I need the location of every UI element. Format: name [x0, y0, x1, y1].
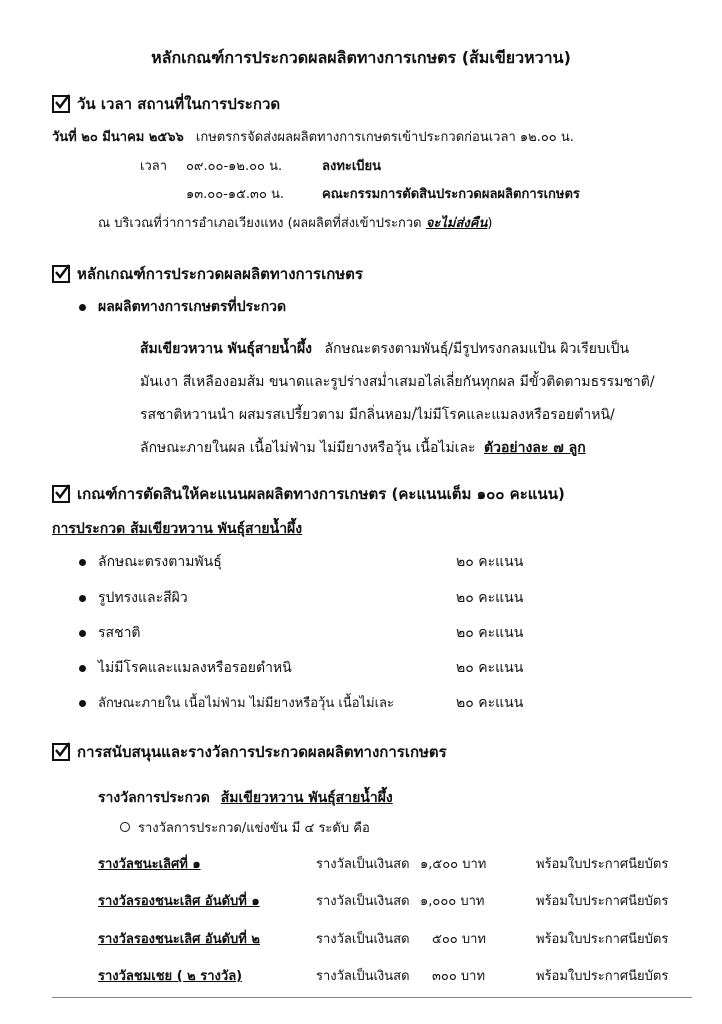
bullet-icon: [79, 630, 86, 637]
bullet-icon: [79, 559, 86, 566]
award-amount: ๕๐๐ บาท: [432, 932, 486, 947]
bottom-divider: [52, 997, 692, 998]
criteria-score: ๒๐ คะแนน: [456, 660, 524, 676]
product-bullet: ผลผลิตทางการเกษตรที่ประกวด: [98, 299, 287, 315]
place-close: ): [487, 216, 493, 231]
time-label: เวลา: [140, 159, 168, 174]
award-extra: พร้อมใบประกาศนียบัตร: [536, 969, 669, 984]
criteria-score: ๒๐ คะแนน: [456, 554, 524, 570]
section-heading-awards: [52, 740, 447, 764]
award-label: รางวัลการประกวด: [98, 790, 210, 806]
sample-count: ตัวอย่างละ ๗ ลูก: [484, 440, 586, 456]
product-line-1: [140, 338, 629, 360]
product-name: ส้มเขียวหวาน พันธุ์สายน้ำผึ้ง: [140, 341, 313, 357]
award-prize-label: รางวัลเป็นเงินสด: [316, 894, 410, 909]
award-prize-label: รางวัลเป็นเงินสด: [316, 857, 410, 872]
criteria-label: ลักษณะภายใน เนื้อไม่ฟ่าม ไม่มียางหรือวุ้น เนื้อไม่เละ: [98, 696, 395, 711]
section-heading-scoring: [52, 482, 565, 506]
criteria-score: ๒๐ คะแนน: [456, 625, 524, 641]
checkbox-checked-icon: [52, 265, 70, 283]
checkbox-checked-icon: [52, 95, 70, 113]
section-heading-text: เกณฑ์การตัดสินให้คะแนนผลผลิตทางการเกษตร (คะแนนเต็ม ๑๐๐ คะแนน): [77, 485, 565, 503]
award-name: รางวัลรองชนะเลิศ อันดับที่ ๒: [98, 932, 260, 947]
award-amount: ๑,๐๐๐ บาท: [420, 894, 485, 909]
award-prize-label: รางวัลเป็นเงินสด: [316, 969, 410, 984]
award-prize-label: รางวัลเป็นเงินสด: [316, 932, 410, 947]
award-name: รางวัลรองชนะเลิศ อันดับที่ ๑: [98, 894, 260, 909]
bullet-icon: [79, 700, 86, 707]
place-line: [98, 212, 492, 233]
criteria-score: ๒๐ คะแนน: [456, 590, 524, 606]
product-line-3: รสชาติหวานนำ ผสมรสเปรี้ยวตาม มีกลิ่นหอม/ไม่มีโรคและแมลงหรือรอยตำหนิ/: [140, 407, 615, 423]
bullet-icon: [79, 665, 86, 672]
section-heading-text: หลักเกณฑ์การประกวดผลผลิตทางการเกษตร: [77, 265, 363, 283]
award-levels-text: รางวัลการประกวด/แข่งขัน มี ๔ ระดับ คือ: [138, 821, 370, 836]
checkbox-checked-icon: [52, 485, 70, 503]
page-title: หลักเกณฑ์การประกวดผลผลิตทางการเกษตร (ส้มเขียวหวาน): [151, 48, 571, 67]
award-amount: ๓๐๐ บาท: [432, 969, 486, 984]
bullet-icon: [79, 595, 86, 602]
bullet-icon: [79, 304, 86, 311]
criteria-label: ลักษณะตรงตามพันธุ์: [98, 554, 222, 570]
award-name: รางวัลชมเชย ( ๒ รางวัล): [98, 969, 243, 984]
award-extra: พร้อมใบประกาศนียบัตร: [536, 894, 669, 909]
product-desc-1: ลักษณะตรงตามพันธุ์/มีรูปทรงกลมแป้น ผิวเรียบเป็น: [324, 341, 630, 357]
criteria-label: ไม่มีโรคและแมลงหรือรอยตำหนิ: [98, 660, 292, 676]
criteria-label: รสชาติ: [98, 625, 141, 641]
section-heading-schedule: [52, 92, 280, 116]
criteria-label: รูปทรงและสีผิว: [98, 590, 188, 606]
product-line-4: [140, 437, 586, 459]
checkbox-checked-icon: [52, 743, 70, 761]
circle-bullet-icon: [120, 822, 130, 832]
scoring-subheading: การประกวด ส้มเขียวหวาน พันธุ์สายน้ำผึ้ง: [52, 521, 303, 537]
place-text: ณ บริเวณที่ว่าการอำเภอเวียงแหง (ผลผลิตที่ส่งเข้าประกวด: [98, 216, 422, 231]
time-slot-1: ๐๙.๐๐-๑๒.๐๐ น.: [186, 159, 283, 174]
time-slot-1-text: ลงทะเบียน: [322, 159, 382, 174]
award-heading: [98, 787, 393, 809]
section-heading-text: การสนับสนุนและรางวัลการประกวดผลผลิตทางการเกษตร: [77, 743, 447, 761]
section-heading-criteria: [52, 262, 363, 286]
date-text: เกษตรกรจัดส่งผลผลิตทางการเกษตรเข้าประกวดก่อนเวลา ๑๒.๐๐ น.: [195, 130, 574, 145]
place-emphasis: จะไม่ส่งคืน: [425, 216, 488, 231]
time-slot-2-text: คณะกรรมการตัดสินประกวดผลผลิตการเกษตร: [322, 187, 580, 202]
product-line-2: มันเงา สีเหลืองอมส้ม ขนาดและรูปร่างสม่ำเสมอไล่เลี่ยกันทุกผล มีขั้วติดตามธรรมชาติ/: [140, 374, 655, 390]
date-line: [52, 126, 574, 147]
award-amount: ๑,๕๐๐ บาท: [420, 857, 487, 872]
criteria-score: ๒๐ คะแนน: [456, 695, 524, 711]
product-desc-4: ลักษณะภายในผล เนื้อไม่ฟ่าม ไม่มียางหรือวุ้น เนื้อไม่เละ: [140, 440, 476, 456]
award-name: รางวัลชนะเลิศที่ ๑: [98, 857, 201, 872]
award-extra: พร้อมใบประกาศนียบัตร: [536, 932, 669, 947]
section-heading-text: วัน เวลา สถานที่ในการประกวด: [77, 95, 281, 113]
date-label: วันที่ ๒๐ มีนาคม ๒๕๖๖: [52, 130, 184, 145]
time-slot-2: ๑๓.๐๐-๑๕.๓๐ น.: [186, 187, 285, 202]
award-product: ส้มเขียวหวาน พันธุ์สายน้ำผึ้ง: [220, 790, 393, 806]
award-extra: พร้อมใบประกาศนียบัตร: [536, 857, 669, 872]
